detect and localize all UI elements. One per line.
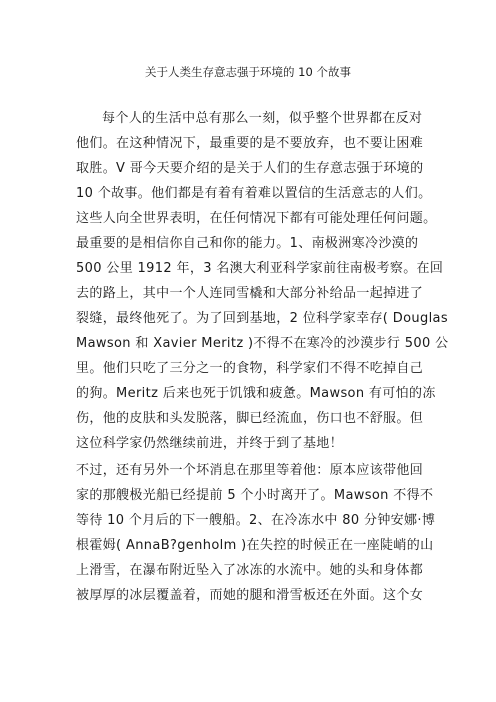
text-line: 每个人的生活中总有那么一刻，似乎整个世界都在反对: [102, 111, 423, 126]
text-line: 这些人向全世界表明，在任何情况下都有可能处理任何问题。: [76, 211, 437, 226]
text-line: 这位科学家仍然继续前进，并终于到了基地！: [76, 436, 344, 451]
text-line: 取胜。V 哥今天要介绍的是关于人们的生存意志强于环境的: [76, 161, 424, 176]
text-line: 的狗。Meritz 后来也死于饥饿和疲惫。Mawson 有可怕的冻: [76, 386, 436, 401]
text-line: 最重要的是相信你自己和你的能力。1、南极洲寒冷沙漠的: [76, 236, 419, 251]
text-line: 10 个故事。他们都是有着有着难以置信的生活意志的人们。: [76, 186, 432, 201]
text-line: 不过，还有另外一个坏消息在那里等着他：原本应该带他回: [76, 463, 424, 478]
text-line: 被厚厚的冰层覆盖着，而她的腿和滑雪板还在外面。这个女: [76, 588, 424, 603]
text-line: 伤，他的皮肤和头发脱落，脚已经流血，伤口也不舒服。但: [76, 411, 424, 426]
text-line: 等待 10 个月后的下一艘船。2、在冷冻水中 80 分钟安娜·博: [76, 513, 436, 528]
text-line: Mawson 和 Xavier Meritz )不得不在寒冷的沙漠步行 500 公: [76, 336, 449, 351]
text-line: 家的那艘极光船已经提前 5 个小时离开了。Mawson 不得不: [76, 488, 434, 503]
text-line: 上滑雪，在瀑布附近坠入了冰冻的水流中。她的头和身体都: [76, 563, 424, 578]
text-line: 他们。在这种情况下，最重要的是不要放弃，也不要让困难: [76, 136, 424, 151]
document-title: 关于人类生存意志强于环境的 10 个故事: [145, 65, 351, 79]
text-line: 里。他们只吃了三分之一的食物，科学家们不得不吃掉自己: [76, 361, 424, 376]
text-line: 去的路上，其中一个人连同雪橇和大部分补给品一起掉进了: [76, 286, 424, 301]
text-line: 500 公里 1912 年，3 名澳大利亚科学家前往南极考察。在回: [76, 261, 444, 276]
text-line: 根霍姆( AnnaB?genholm )在失控的时候正在一座陡峭的山: [76, 538, 434, 553]
text-line: 裂缝，最终他死了。为了回到基地，2 位科学家幸存( Douglas: [76, 311, 448, 326]
